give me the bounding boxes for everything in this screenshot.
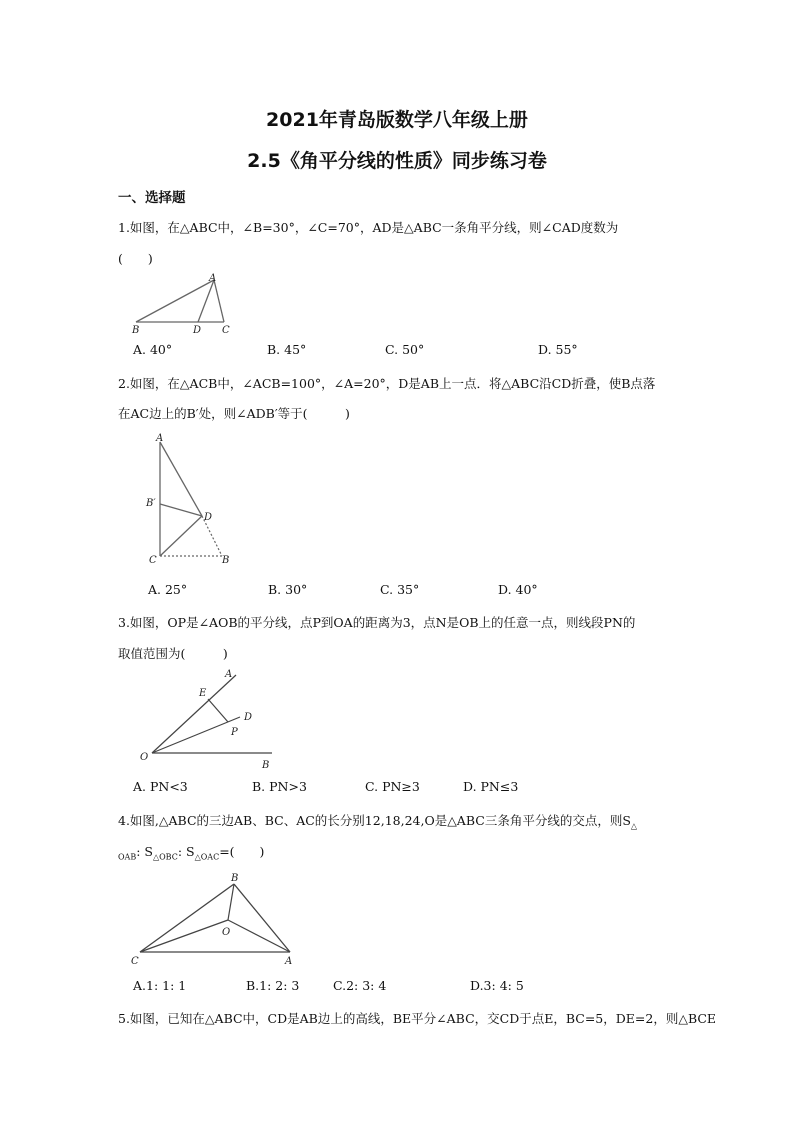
- q1-label-b: B: [132, 325, 140, 336]
- q2-option-b: B. 30°: [268, 582, 308, 597]
- page-title: 2021年青岛版数学八年级上册: [266, 109, 528, 131]
- q3-label-d: D: [244, 712, 253, 723]
- q4-figure: [128, 868, 303, 968]
- q1-label-d: D: [193, 325, 202, 336]
- q3-label-o: O: [140, 752, 149, 763]
- q3-option-a: A. PN<3: [133, 779, 188, 794]
- q2-text-line2: 在AC边上的B′处，则∠ADB′等于( ): [118, 406, 350, 421]
- q4-label-b: B: [231, 873, 239, 884]
- q3-label-b: B: [262, 760, 270, 771]
- q2-label-a: A: [156, 433, 164, 444]
- q3-option-d: D. PN≤3: [463, 779, 519, 794]
- q1-label-a: A: [209, 273, 217, 284]
- q3-text-line1: 3.如图，OP是∠AOB的平分线，点P到OA的距离为3，点N是OB上的任意一点，则线段PN的: [118, 615, 636, 630]
- q2-label-b-prime: B′: [146, 498, 156, 509]
- q3-label-e: E: [199, 688, 207, 699]
- q2-option-c: C. 35°: [380, 582, 420, 597]
- q2-option-d: D. 40°: [498, 582, 538, 597]
- q4-label-c: C: [131, 956, 139, 967]
- q4-option-d: D.3: 4: 5: [470, 978, 524, 993]
- q3-option-b: B. PN>3: [252, 779, 307, 794]
- q3-label-p: P: [231, 727, 238, 738]
- q2-label-b: B: [222, 555, 230, 566]
- q2-option-a: A. 25°: [148, 582, 188, 597]
- q2-label-c: C: [149, 555, 157, 566]
- q5-text-line1: 5.如图，已知在△ABC中，CD是AB边上的高线，BE平分∠ABC，交CD于点E，BC=5，DE=2，则△BCE: [118, 1011, 717, 1026]
- q2-figure: [142, 432, 242, 572]
- q4-option-a: A.1: 1: 1: [133, 978, 187, 993]
- q4-label-a: A: [285, 956, 293, 967]
- q1-label-c: C: [222, 325, 230, 336]
- q2-label-d: D: [204, 512, 213, 523]
- q3-figure: [136, 665, 286, 775]
- q1-figure: [130, 272, 250, 334]
- page-subtitle: 2.5《角平分线的性质》同步练习卷: [247, 150, 547, 172]
- q1-bracket: ( ): [118, 251, 153, 266]
- q3-label-a: A: [225, 669, 233, 680]
- q2-text-line1: 2.如图，在△ACB中，∠ACB=100°，∠A=20°，D是AB上一点．将△ABC沿CD折叠，使B点落: [118, 376, 656, 391]
- q1-option-b: B. 45°: [267, 342, 307, 357]
- section-heading: 一、选择题: [118, 190, 186, 206]
- q1-text: 1.如图，在△ABC中，∠B=30°，∠C=70°，AD是△ABC一条角平分线，则∠CAD度数为: [118, 220, 619, 235]
- q1-option-c: C. 50°: [385, 342, 425, 357]
- q1-option-d: D. 55°: [538, 342, 578, 357]
- q3-option-c: C. PN≥3: [365, 779, 420, 794]
- q1-option-a: A. 40°: [133, 342, 173, 357]
- q4-text-line2: $_{OAB}$: $S_{\triangle OBC}$: $S_{\triangle OAC}=$( ): [118, 844, 265, 862]
- q4-option-b: B.1: 2: 3: [246, 978, 300, 993]
- q4-text-line1: 4.如图,△ABC的三边AB、BC、AC的长分别12,18,24,O是△ABC三条角平分线的交点，则$S_\triangle$: [118, 813, 638, 831]
- q4-label-o: O: [222, 927, 231, 938]
- q4-option-c: C.2: 3: 4: [333, 978, 387, 993]
- q3-text-line2: 取值范围为( ): [118, 646, 228, 661]
